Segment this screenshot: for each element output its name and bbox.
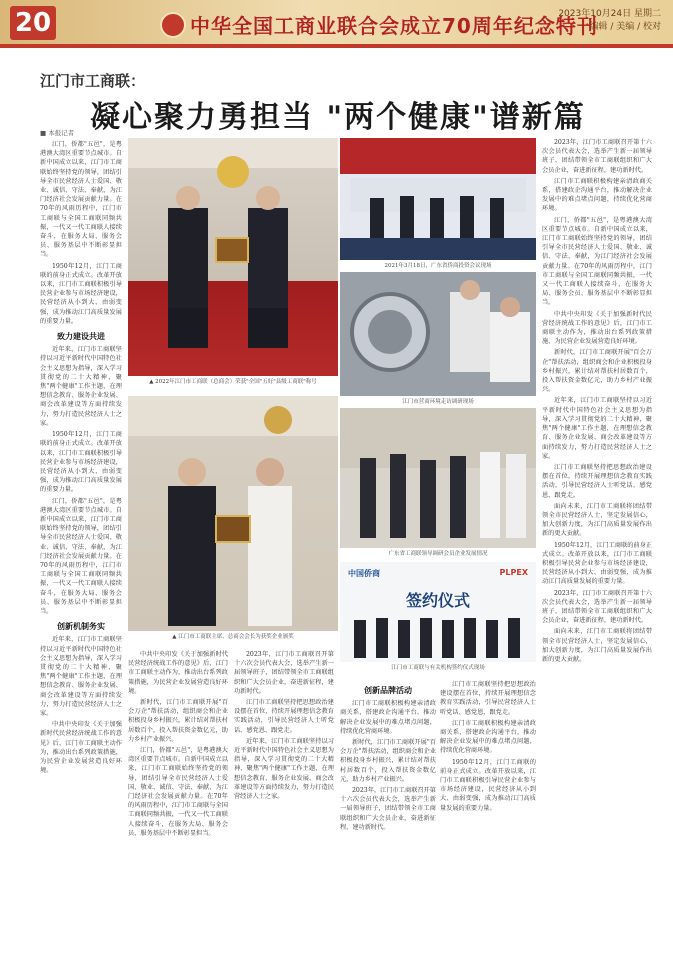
section-title: 创新品牌活动 [364,685,412,695]
paragraph: 1950年12月，江门工商联的前身正式成立。改革开放以来，江门市工商联积极引导民营企业参与市场经济建设，民营经济从小到大、由弱变强，成为推动江门高质量发展的重要力量。 [40,262,122,325]
paragraph: 江门市工商联积极构建亲清政商关系，搭建政企沟通平台，推动解决企业发展中的难点堵点问题，持续优化营商环境。 [440,719,536,755]
article-column-1 [40,140,122,940]
paragraph: 近年来，江门市工商联坚持以习近平新时代中国特色社会主义思想为指导，深入学习贯彻党的二十大精神，聚焦"两个健康"工作主题，在理想信念教育、服务企业发展、商会改革建设等方面持续发力，努力打造民营经济人士之家。 [40,636,122,717]
paragraph: 近年来，江门市工商联坚持以习近平新时代中国特色社会主义思想为指导，深入学习贯彻党的二十大精神，聚焦"两个健康"工作主题，在理想信念教育、服务企业发展、商会改革建设等方面持续发力，努力打造民营经济人士之家。 [234,737,334,801]
article-column-3 [234,650,334,950]
caption-photo-6: 江门市工商联与有关机构签约仪式现场 [391,665,485,671]
paragraph: 2023年，江门市工商联召开第十六次会员代表大会，选举产生新一届领导班子，团结带领全市工商联组织和广大会员企业，奋进新征程，建功新时代。 [234,651,334,695]
paragraph: 中共中央印发《关于加强新时代民营经济统战工作的意见》后，江门市工商联主动作为，推动出台系列政策措施，为民营企业发展营造良好环境。 [40,721,122,775]
caption-photo-3: 江门市营商环境走访调研现场 [402,399,474,405]
header-meta [558,8,661,34]
signing-logo-left: 中国侨商 [348,569,380,578]
header-date: 2023年10月24日 星期二 [558,9,661,19]
article-column-5 [440,680,536,950]
article-column-4 [340,680,436,950]
article-headline: 凝心聚力勇担当 "两个健康"谱新篇 [90,100,586,135]
lab-illustration [340,408,536,548]
caption-photo-4: ▲ 江门市工商联主席、总商会会长为获奖企业颁奖 [172,634,294,640]
article-column-right [542,138,652,950]
signing-illustration [340,562,536,662]
photo-award-ceremony-2 [128,396,338,631]
paragraph: 江门市工商联积极构建亲清政商关系，搭建政企沟通平台，推动解决企业发展中的难点堵点问题，持续优化营商环境。 [340,700,436,735]
paragraph: 中共中央印发《关于加强新时代民营经济统战工作的意见》后，江门市工商联主动作为，推动出台系列政策措施，为民营企业发展营造良好环境。 [542,310,652,346]
article-kicker: 江门市工商联： [40,72,146,90]
award-photo-illustration-2 [128,396,338,631]
paragraph: 江门，侨都"五邑"，是粤港澳大湾区重要节点城市。自新中国成立以来，江门市工商联始终坚持党的领导，团结引导全市民营经济人士爱国、敬业、诚信、守法、奉献，为江门经济社会发展贡献力量。在70年的风雨历程中，江门市工商联与全国工商联同频共振，一代又一代工商联人接续奋斗，在服务大局、服务会员、服务基层中不断彰显担当。 [542,216,652,307]
photo-signing-ceremony [340,562,536,662]
section-title: 创新机制务实 [57,621,105,632]
paragraph: 1950年12月，江门工商联的前身正式成立。改革开放以来，江门市工商联积极引导民营企业参与市场经济建设，民营经济从小到大、由弱变强，成为推动江门高质量发展的重要力量。 [440,758,536,812]
conference-illustration [340,138,536,260]
caption-photo-1: ▲ 2022年江门市工商联（总商会）荣获"全国"五好"县级工商联"称号 [149,379,317,385]
photo-award-ceremony-1 [128,138,338,376]
paragraph: 中共中央印发《关于加强新时代民营经济统战工作的意见》后，江门市工商联主动作为，推动出台系列政策措施，为民营企业发展营造良好环境。 [128,651,228,695]
paragraph: 近年来，江门市工商联坚持以习近平新时代中国特色社会主义思想为指导，深入学习贯彻党的二十大精神，聚焦"两个健康"工作主题，在理想信念教育、服务企业发展、商会改革建设等方面持续发力，努力打造民营经济人士之家。 [40,346,122,427]
signing-logo-right: PLPEX [499,568,528,577]
paragraph: 江门，侨都"五邑"，是粤港澳大湾区重要节点城市。自新中国成立以来，江门市工商联始终坚持党的领导，团结引导全市民营经济人士爱国、敬业、诚信、守法、奉献，为江门经济社会发展贡献力量。在70年的风雨历程中，江门市工商联与全国工商联同频共振，一代又一代工商联人接续奋斗，在服务大局、服务会员、服务基层中不断彰显担当。 [128,747,228,837]
signing-banner-title: 签约仪式 [405,591,470,610]
photo-factory-visit [340,272,536,396]
caption-photo-5: 广东省工商联领导调研会员企业发展情况 [388,551,488,557]
paragraph: 1950年12月，江门工商联的前身正式成立。改革开放以来，江门市工商联积极引导民营企业参与市场经济建设，民营经济从小到大、由弱变强，成为推动江门高质量发展的重要力量。 [542,541,652,586]
paragraph: 2023年，江门市工商联召开第十六次会员代表大会，选举产生新一届领导班子，团结带领全市工商联组织和广大会员企业，奋进新征程，建功新时代。 [340,787,436,831]
paragraph: 面向未来，江门市工商联将团结带领全市民营经济人士，坚定发展信心，加大创新力度，为江门高质量发展作出新的更大贡献。 [542,628,652,663]
paragraph: 2023年，江门市工商联召开第十六次会员代表大会，选举产生新一届领导班子，团结带领全市工商联组织和广大会员企业，奋进新征程，建功新时代。 [542,589,652,625]
paragraph: 近年来，江门市工商联坚持以习近平新时代中国特色社会主义思想为指导，深入学习贯彻党的二十大精神，聚焦"两个健康"工作主题，在理想信念教育、服务企业发展、商会改革建设等方面持续发力，努力打造民营经济人士之家。 [542,397,652,460]
special-issue-title: 中华全国工商业联合会成立70周年纪念特刊 [190,14,598,38]
paragraph: 江门市工商联坚持把思想政治建设摆在首位，持续开展理想信念教育实践活动，引导民营经济人士听党话、感党恩、跟党走。 [542,463,652,499]
paragraph: 2023年，江门市工商联召开第十六次会员代表大会，选举产生新一届领导班子，团结带领全市工商联组织和广大会员企业，奋进新征程，建功新时代。 [542,139,652,174]
header-editors: 编辑 / 美编 / 校对 [589,22,661,32]
award-photo-illustration [128,138,338,376]
paragraph: 1950年12月，江门工商联的前身正式成立。改革开放以来，江门市工商联积极引导民营企业参与市场经济建设，民营经济从小到大、由弱变强，成为推动江门高质量发展的重要力量。 [40,431,122,494]
caption-photo-2: 2021年3月18日，广东省侨商投资会议现场 [384,263,492,269]
paragraph: 江门市工商联坚持把思想政治建设摆在首位，持续开展理想信念教育实践活动，引导民营经济人士听党话、感党恩、跟党走。 [440,681,536,716]
paragraph: 江门市工商联坚持把思想政治建设摆在首位，持续开展理想信念教育实践活动，引导民营经济人士听党话、感党恩、跟党走。 [234,699,334,734]
page-number: 20 [10,6,56,40]
article-byline: ■ 本报记者 [40,129,75,137]
photo-conference [340,138,536,260]
section-title: 致力建设共进 [57,331,105,342]
paragraph: 江门市工商联积极构建亲清政商关系，搭建政企沟通平台，推动解决企业发展中的难点堵点问题，持续优化营商环境。 [542,177,652,213]
paragraph: 江门，侨都"五邑"，是粤港澳大湾区重要节点城市。自新中国成立以来，江门市工商联始终坚持党的领导，团结引导全市民营经济人士爱国、敬业、诚信、守法、奉献，为江门经济社会发展贡献力量。在70年的风雨历程中，江门市工商联与全国工商联同频共振，一代又一代工商联人接续奋斗，在服务大局、服务会员、服务基层中不断彰显担当。 [40,497,122,615]
factory-illustration [340,272,536,396]
photo-lab-visit [340,408,536,548]
paragraph: 新时代，江门市工商联开展"百会万企"帮扶活动，组织商会和企业积极投身乡村振兴，累计结对帮扶村居数百个，投入帮扶资金数亿元，助力乡村产业振兴。 [542,349,652,394]
paragraph: 面向未来，江门市工商联将团结带领全市民营经济人士，坚定发展信心，加大创新力度，为江门高质量发展作出新的更大贡献。 [542,502,652,538]
federation-emblem-icon [160,12,186,38]
paragraph: 新时代，江门市工商联开展"百会万企"帮扶活动，组织商会和企业积极投身乡村振兴，累计结对帮扶村居数百个，投入帮扶资金数亿元，助力乡村产业振兴。 [128,699,228,743]
paragraph: 江门，侨都"五邑"，是粤港澳大湾区重要节点城市。自新中国成立以来，江门市工商联始终坚持党的领导，团结引导全市民营经济人士爱国、敬业、诚信、守法、奉献，为江门经济社会发展贡献力量。在70年的风雨历程中，江门市工商联与全国工商联同频共振，一代又一代工商联人接续奋斗，在服务大局、服务会员、服务基层中不断彰显担当。 [40,141,122,259]
paragraph: 新时代，江门市工商联开展"百会万企"帮扶活动，组织商会和企业积极投身乡村振兴，累计结对帮扶村居数百个，投入帮扶资金数亿元，助力乡村产业振兴。 [340,739,436,783]
article-column-2 [128,650,228,950]
